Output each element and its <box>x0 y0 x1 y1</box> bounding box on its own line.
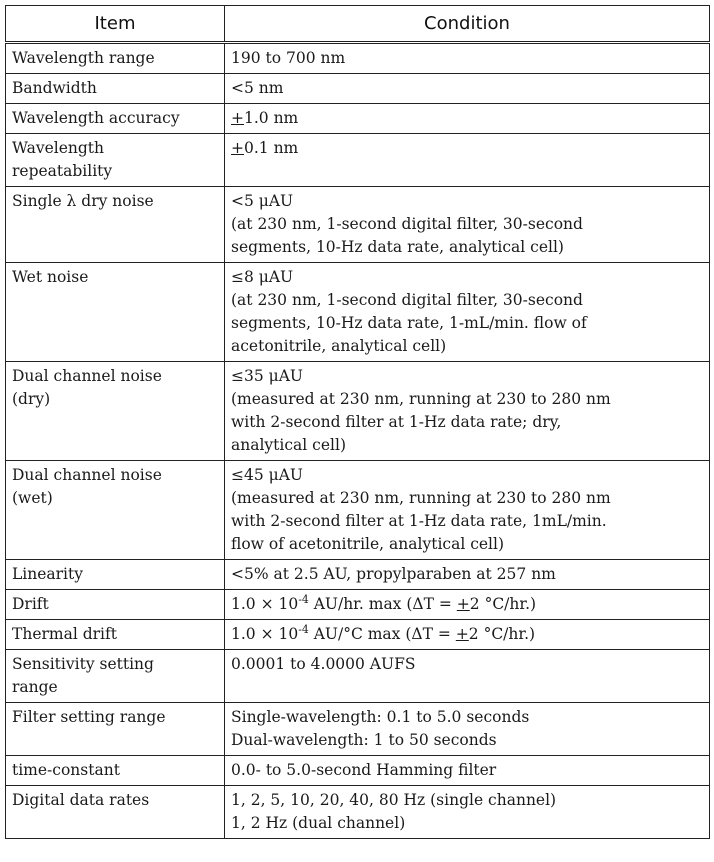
item-cell: Sensitivity setting range <box>6 650 225 703</box>
item-cell: Filter setting range <box>6 703 225 756</box>
condition-cell: 190 to 700 nm <box>225 43 710 74</box>
table-row <box>6 703 710 756</box>
condition-cell: 1, 2, 5, 10, 20, 40, 80 Hz (single channel) 1, 2 Hz (dual channel) <box>225 786 710 839</box>
condition-cell: ≤8 μAU (at 230 nm, 1-second digital filter, 30-second segments, 10-Hz data rate, 1-mL/min. flow of acetonitrile, analytical cell) <box>225 263 710 362</box>
table-row <box>6 263 710 362</box>
table-row <box>6 650 710 703</box>
condition-cell: +1.0 nm <box>225 104 710 134</box>
header-item: Item <box>6 6 225 43</box>
table-row <box>6 786 710 839</box>
table-row <box>6 104 710 134</box>
table-row <box>6 756 710 786</box>
header-condition: Condition <box>225 6 710 43</box>
condition-cell: <5 nm <box>225 74 710 104</box>
table-row <box>6 187 710 263</box>
table-row <box>6 461 710 560</box>
item-cell: Linearity <box>6 560 225 590</box>
table-row <box>6 43 710 74</box>
table-row <box>6 362 710 461</box>
item-cell: Wet noise <box>6 263 225 362</box>
spec-table <box>5 5 710 839</box>
condition-cell: 0.0- to 5.0-second Hamming filter <box>225 756 710 786</box>
item-cell: Thermal drift <box>6 620 225 650</box>
condition-cell: ≤35 μAU (measured at 230 nm, running at 230 to 280 nm with 2-second filter at 1-Hz data rate; dry, analytical cell) <box>225 362 710 461</box>
condition-cell: 0.0001 to 4.0000 AUFS <box>225 650 710 703</box>
item-cell: Dual channel noise (wet) <box>6 461 225 560</box>
condition-cell: ≤45 μAU (measured at 230 nm, running at 230 to 280 nm with 2-second filter at 1-Hz data rate, 1mL/min. flow of acetonitrile, analytical cell) <box>225 461 710 560</box>
spec-table-container <box>5 5 709 839</box>
header-row <box>6 6 710 43</box>
item-cell: Drift <box>6 590 225 620</box>
item-cell: Wavelength range <box>6 43 225 74</box>
item-cell: Wavelength repeatability <box>6 134 225 187</box>
item-cell: Single λ dry noise <box>6 187 225 263</box>
condition-cell: <5% at 2.5 AU, propylparaben at 257 nm <box>225 560 710 590</box>
condition-cell: $1.0 \times 10^{-4}$ AU/°C max (ΔT = +2 °C/hr.) <box>225 620 710 650</box>
table-row <box>6 134 710 187</box>
table-row <box>6 74 710 104</box>
table-row <box>6 590 710 620</box>
item-cell: time-constant <box>6 756 225 786</box>
condition-cell: Single-wavelength: 0.1 to 5.0 seconds Dual-wavelength: 1 to 50 seconds <box>225 703 710 756</box>
condition-cell: $1.0 \times 10^{-4}$ AU/hr. max (ΔT = +2 °C/hr.) <box>225 590 710 620</box>
item-cell: Wavelength accuracy <box>6 104 225 134</box>
item-cell: Digital data rates <box>6 786 225 839</box>
condition-cell: +0.1 nm <box>225 134 710 187</box>
table-row <box>6 620 710 650</box>
condition-cell: <5 μAU (at 230 nm, 1-second digital filter, 30-second segments, 10-Hz data rate, analytical cell) <box>225 187 710 263</box>
item-cell: Dual channel noise (dry) <box>6 362 225 461</box>
item-cell: Bandwidth <box>6 74 225 104</box>
table-row <box>6 560 710 590</box>
